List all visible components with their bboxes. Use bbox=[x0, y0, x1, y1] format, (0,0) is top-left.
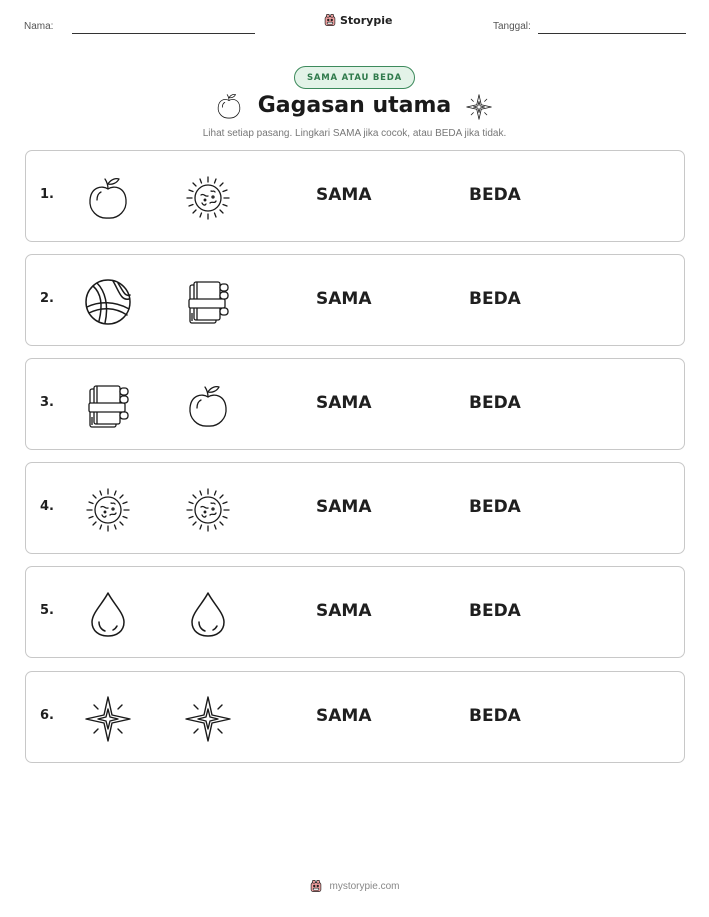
question-number: 2. bbox=[40, 291, 54, 306]
instructions: Lihat setiap pasang. Lingkari SAMA jika cocok, atau BEDA jika tidak. bbox=[202, 128, 507, 139]
name-label: Nama: bbox=[24, 21, 54, 32]
question-row bbox=[25, 566, 685, 658]
books-icon bbox=[183, 277, 233, 327]
question-row bbox=[25, 671, 685, 763]
category-badge-label: SAMA ATAU BEDA bbox=[306, 72, 403, 83]
same-choice[interactable]: SAMA bbox=[316, 393, 372, 413]
question-number: 4. bbox=[40, 499, 54, 514]
storypie-mascot-icon bbox=[323, 13, 337, 27]
category-badge bbox=[294, 66, 415, 89]
apple-icon bbox=[183, 381, 233, 431]
question-row bbox=[25, 358, 685, 450]
name-field-line[interactable] bbox=[72, 33, 255, 34]
brand-name: Storypie bbox=[340, 13, 393, 27]
drop-icon bbox=[183, 589, 233, 639]
drop-icon bbox=[83, 589, 133, 639]
date-label: Tanggal: bbox=[493, 21, 531, 32]
sun-icon bbox=[183, 485, 233, 535]
question-row bbox=[25, 150, 685, 242]
page-title: Gagasan utama bbox=[257, 93, 452, 118]
question-row bbox=[25, 462, 685, 554]
question-number: 3. bbox=[40, 395, 54, 410]
same-choice[interactable]: SAMA bbox=[316, 706, 372, 726]
question-number: 1. bbox=[40, 187, 54, 202]
same-choice[interactable]: SAMA bbox=[316, 497, 372, 517]
question-number: 5. bbox=[40, 603, 54, 618]
books-icon bbox=[83, 381, 133, 431]
same-choice[interactable]: SAMA bbox=[316, 185, 372, 205]
sun-icon bbox=[183, 173, 233, 223]
brand-logo bbox=[323, 13, 392, 27]
different-choice[interactable]: BEDA bbox=[469, 601, 521, 621]
date-field-line[interactable] bbox=[538, 33, 686, 34]
different-choice[interactable]: BEDA bbox=[469, 393, 521, 413]
question-row bbox=[25, 254, 685, 346]
footer-url: mystorypie.com bbox=[329, 880, 400, 892]
storypie-mascot-icon bbox=[309, 879, 323, 893]
sparkle-icon bbox=[183, 694, 233, 744]
question-number: 6. bbox=[40, 708, 54, 723]
apple-icon bbox=[83, 173, 133, 223]
different-choice[interactable]: BEDA bbox=[469, 706, 521, 726]
different-choice[interactable]: BEDA bbox=[469, 289, 521, 309]
footer bbox=[0, 879, 709, 893]
different-choice[interactable]: BEDA bbox=[469, 185, 521, 205]
sun-icon bbox=[83, 485, 133, 535]
same-choice[interactable]: SAMA bbox=[316, 601, 372, 621]
volleyball-icon bbox=[83, 277, 133, 327]
sparkle-icon bbox=[83, 694, 133, 744]
title-row bbox=[0, 91, 709, 125]
different-choice[interactable]: BEDA bbox=[469, 497, 521, 517]
worksheet-header bbox=[0, 0, 709, 40]
sparkle-icon bbox=[465, 93, 493, 121]
same-choice[interactable]: SAMA bbox=[316, 289, 372, 309]
